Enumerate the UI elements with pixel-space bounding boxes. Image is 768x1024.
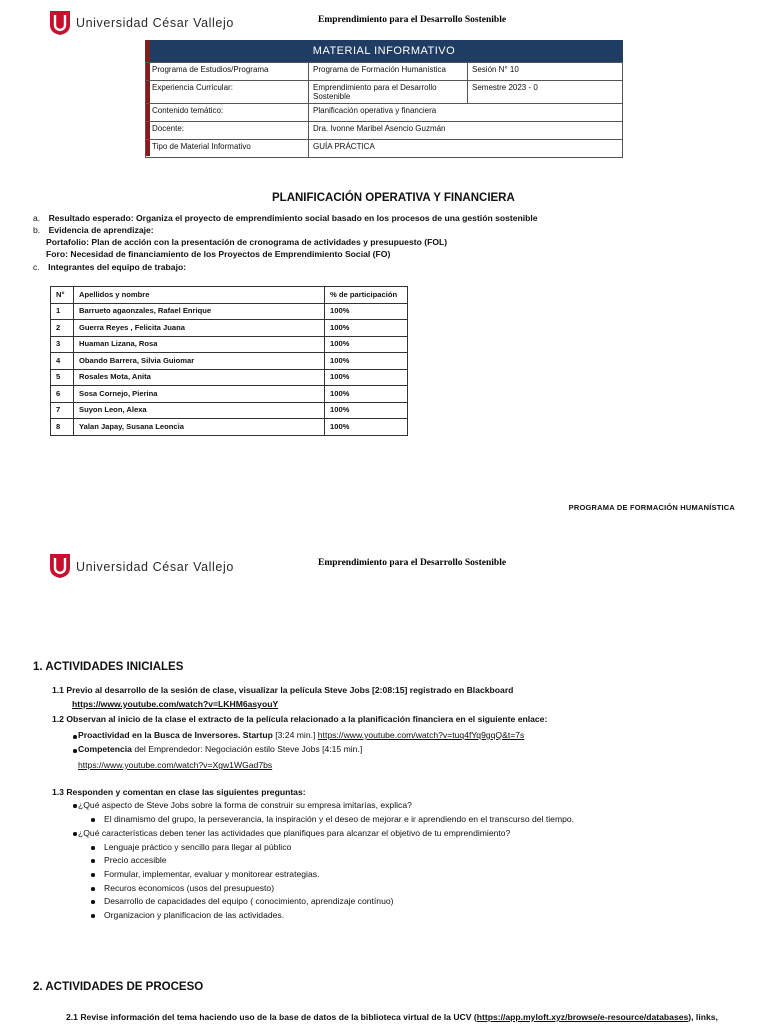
bullet-dot bbox=[91, 846, 95, 850]
item-a-label: Resultado esperado: bbox=[48, 213, 134, 223]
team-cell: 100% bbox=[325, 303, 408, 320]
main-title: PLANIFICACIÓN OPERATIVA Y FINANCIERA bbox=[272, 192, 515, 204]
bullet-dot bbox=[91, 900, 95, 904]
team-cell: 100% bbox=[325, 369, 408, 386]
team-cell: Barrueto agaonzales, Rafael Enrique bbox=[74, 303, 325, 320]
team-header: N° bbox=[51, 287, 74, 304]
para-1-3-num: 1.3 bbox=[52, 787, 64, 797]
answer-2-item: Organizacion y planificacion de las actividades. bbox=[104, 910, 285, 920]
para-1-2 bbox=[52, 714, 547, 725]
info-row bbox=[146, 122, 623, 140]
bullet-dot bbox=[91, 914, 95, 918]
info-cell: Planificación operativa y financiera bbox=[309, 104, 623, 122]
team-table bbox=[50, 286, 408, 436]
team-header: Apellidos y nombre bbox=[74, 287, 325, 304]
para-1-2-num: 1.2 bbox=[52, 714, 64, 724]
team-cell: 100% bbox=[325, 320, 408, 337]
table-row bbox=[51, 320, 408, 337]
portfolio-line bbox=[46, 237, 447, 248]
course-title: Emprendimiento para el Desarrollo Sostenible bbox=[318, 558, 507, 568]
team-cell: 100% bbox=[325, 336, 408, 353]
info-cell: Contenido temático: bbox=[146, 104, 309, 122]
team-cell: 5 bbox=[51, 369, 74, 386]
table-row bbox=[51, 419, 408, 436]
team-cell: 100% bbox=[325, 353, 408, 370]
ucv-logo-text: Universidad César Vallejo bbox=[76, 560, 234, 574]
table-row bbox=[51, 402, 408, 419]
bullet-item-2 bbox=[78, 744, 362, 755]
info-row bbox=[146, 63, 623, 81]
para-1-3 bbox=[52, 787, 306, 798]
team-cell: 100% bbox=[325, 419, 408, 436]
para-1-2-text: Observan al inicio de la clase el extracto de la película relacionado a la planificación financiera en el siguiente enlace: bbox=[66, 714, 548, 724]
info-cell: Tipo de Material Informativo bbox=[146, 140, 309, 158]
team-cell: Yalan Japay, Susana Leoncia bbox=[74, 419, 325, 436]
table-row bbox=[51, 369, 408, 386]
link-negotiation-video[interactable]: https://www.youtube.com/watch?v=Xgw1WGad7bs bbox=[78, 760, 273, 770]
link-ucv-library[interactable]: https://app.myloft.xyz/browse/e-resource/databases bbox=[476, 1012, 689, 1022]
team-cell: Sosa Cornejo, Pierina bbox=[74, 386, 325, 403]
team-cell: 6 bbox=[51, 386, 74, 403]
ucv-logo-mark bbox=[49, 553, 71, 584]
para-1-1-num: 1.1 bbox=[52, 685, 64, 695]
answer-2-item: Recuros economicos (usos del presupuesto) bbox=[104, 883, 275, 893]
info-row bbox=[146, 81, 623, 104]
info-cell: Programa de Estudios/Programa bbox=[146, 63, 309, 81]
section2-title: 2. ACTIVIDADES DE PROCESO bbox=[33, 981, 204, 993]
bullet-1-text: Proactividad en la Busca de Inversores. Startup bbox=[78, 730, 273, 740]
question-1: ¿Qué aspecto de Steve Jobs sobre la forma de construir su empresa imitarías, explica? bbox=[78, 800, 412, 810]
section1-title: 1. ACTIVIDADES INICIALES bbox=[33, 661, 184, 673]
info-row bbox=[146, 140, 623, 158]
item-a-text: Organiza el proyecto de emprendimiento social basado en los procesos de una gestión sostenible bbox=[135, 213, 538, 223]
table-row bbox=[51, 303, 408, 320]
team-header-row bbox=[51, 287, 408, 304]
item-a-letter: a. bbox=[33, 213, 41, 223]
bullet-dot bbox=[91, 859, 95, 863]
para-2-1-num: 2.1 bbox=[66, 1012, 78, 1022]
item-b bbox=[33, 225, 154, 236]
bullet-dot bbox=[91, 887, 95, 891]
ucv-logo-text: Universidad César Vallejo bbox=[76, 16, 234, 30]
bullet-dot bbox=[73, 735, 77, 739]
bullet-dot bbox=[91, 818, 95, 822]
info-cell: Emprendimiento para el Desarrollo Sostenible bbox=[309, 81, 468, 104]
team-header: % de participación bbox=[325, 287, 408, 304]
team-cell: 100% bbox=[325, 402, 408, 419]
info-row bbox=[146, 104, 623, 122]
item-c-label: Integrantes del equipo de trabajo: bbox=[48, 262, 187, 272]
para-2-1-tail: ), links, bbox=[688, 1012, 718, 1022]
link-startup-video[interactable]: https://www.youtube.com/watch?v=tuq4fYq9gqQ&t=7s bbox=[317, 730, 525, 740]
item-b-letter: b. bbox=[33, 225, 41, 235]
bullet-item-1 bbox=[78, 730, 524, 741]
answer-2-item: Desarrollo de capacidades del equipo ( conocimiento, aprendizaje contínuo) bbox=[104, 896, 394, 906]
bullet-2-label: Competencia bbox=[78, 744, 132, 754]
table-row bbox=[51, 386, 408, 403]
bullet-dot bbox=[91, 873, 95, 877]
team-cell: 100% bbox=[325, 386, 408, 403]
para-1-1-text: Previo al desarrollo de la sesión de clase, visualizar la película Steve Jobs [2:08:15] registrado en Blackboard bbox=[66, 685, 514, 695]
team-cell: Rosales Mota, Anita bbox=[74, 369, 325, 386]
info-title: MATERIAL INFORMATIVO bbox=[145, 40, 623, 62]
item-b-label: Evidencia de aprendizaje: bbox=[48, 225, 154, 235]
bullet-dot bbox=[73, 749, 77, 753]
para-1-3-text: Responden y comentan en clase las siguientes preguntas: bbox=[66, 787, 306, 797]
para-1-1 bbox=[52, 685, 513, 696]
team-cell: 8 bbox=[51, 419, 74, 436]
foro-text: Necesidad de financiamiento de los Proyectos de Emprendimiento Social (FO) bbox=[70, 249, 391, 259]
foro-label: Foro: bbox=[46, 249, 68, 259]
link-steve-jobs-movie[interactable]: https://www.youtube.com/watch?v=LKHM6asyouY bbox=[72, 699, 279, 709]
table-row bbox=[51, 336, 408, 353]
answer-2-item: Precio accesible bbox=[104, 855, 167, 865]
info-cell: Docente: bbox=[146, 122, 309, 140]
answer-1: El dinamismo del grupo, la perseverancia, la inspiración y el deseo de mejorar e ir aprendiendo en el transcurso del tiempo. bbox=[104, 814, 575, 824]
team-cell: 3 bbox=[51, 336, 74, 353]
answer-2-item: Lenguaje práctico y sencillo para llegar al público bbox=[104, 842, 292, 852]
team-cell: Suyon Leon, Alexa bbox=[74, 402, 325, 419]
answer-2-item: Formular, implementar, evaluar y monitorear estrategias. bbox=[104, 869, 320, 879]
info-cell: Dra. Ivonne Maribel Asencio Guzmán bbox=[309, 122, 623, 140]
question-2: ¿Qué características deben tener las actividades que planifiques para alcanzar el objetivo de tu emprendimiento? bbox=[78, 828, 511, 838]
info-cell: Experiencia Curricular: bbox=[146, 81, 309, 104]
foro-line bbox=[46, 249, 390, 260]
info-cell: Semestre 2023 - 0 bbox=[468, 81, 623, 104]
para-2-1 bbox=[66, 1012, 718, 1023]
item-a bbox=[33, 213, 538, 224]
team-cell: Huaman Lizana, Rosa bbox=[74, 336, 325, 353]
footer-program: PROGRAMA DE FORMACIÓN HUMANÍSTICA bbox=[568, 503, 735, 512]
bullet-dot bbox=[73, 804, 77, 808]
bullet-2-text: del Emprendedor: Negociación estilo Steve Jobs [4:15 min.] bbox=[134, 744, 363, 754]
bullet-dot bbox=[73, 832, 77, 836]
team-cell: 7 bbox=[51, 402, 74, 419]
course-title: Emprendimiento para el Desarrollo Sostenible bbox=[318, 15, 507, 25]
portfolio-text: Plan de acción con la presentación de cronograma de actividades y presupuesto (FOL) bbox=[91, 237, 448, 247]
team-cell: Guerra Reyes , Felicita Juana bbox=[74, 320, 325, 337]
team-cell: Obando Barrera, Silvia Guiomar bbox=[74, 353, 325, 370]
para-2-1-text: Revise información del tema haciendo uso de la base de datos de la biblioteca virtual de la UCV ( bbox=[80, 1012, 477, 1022]
info-cell: Programa de Formación Humanística bbox=[309, 63, 468, 81]
bullet-1-time: [3:24 min.] bbox=[275, 730, 316, 740]
ucv-logo-mark bbox=[49, 10, 71, 41]
table-row bbox=[51, 353, 408, 370]
info-table bbox=[145, 62, 623, 158]
info-cell: GUÍA PRÁCTICA bbox=[309, 140, 623, 158]
portfolio-label: Portafolio: bbox=[46, 237, 89, 247]
info-cell: Sesión N° 10 bbox=[468, 63, 623, 81]
team-cell: 1 bbox=[51, 303, 74, 320]
item-c-letter: c. bbox=[33, 262, 40, 272]
item-c bbox=[33, 262, 186, 273]
team-cell: 2 bbox=[51, 320, 74, 337]
team-cell: 4 bbox=[51, 353, 74, 370]
